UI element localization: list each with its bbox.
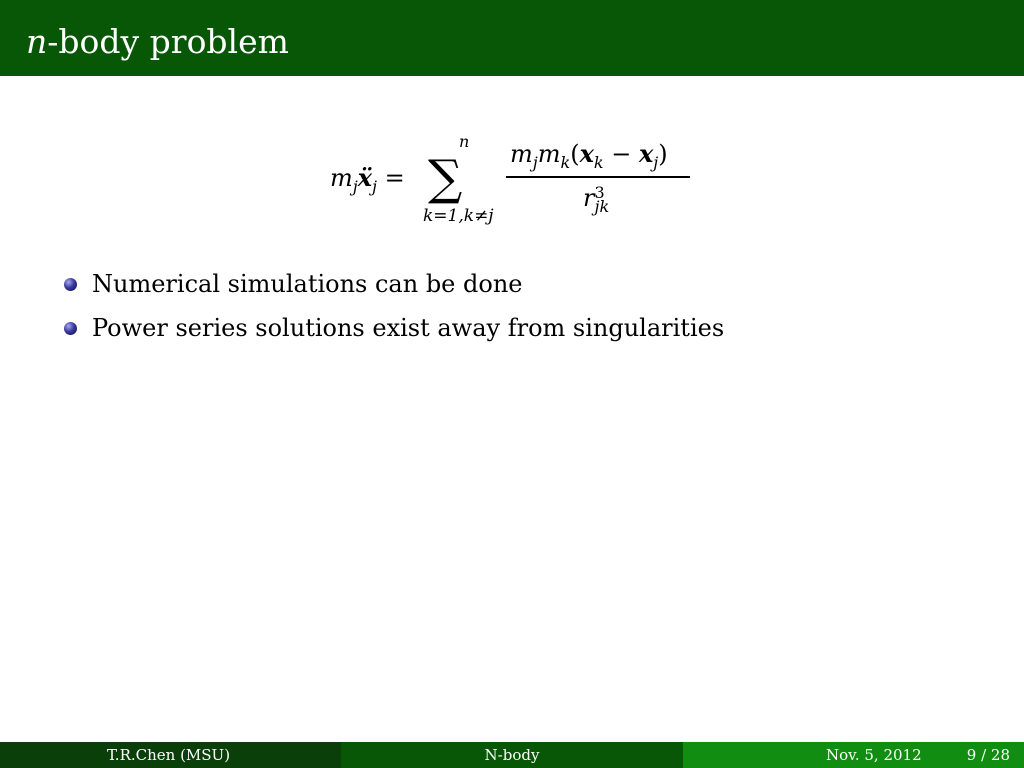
footer-author: T.R.Chen (MSU) bbox=[107, 746, 231, 764]
sum-lower-limit: k=1,k≠j bbox=[423, 206, 494, 226]
title-bar bbox=[0, 0, 1024, 76]
n-body-equation bbox=[300, 120, 720, 250]
footer-date-section bbox=[683, 742, 1024, 768]
fraction-numerator: $m_jm_k(x_k - x_j)$ bbox=[510, 139, 668, 172]
list-item: Numerical simulations can be done bbox=[64, 262, 724, 306]
footer-author-section bbox=[0, 742, 341, 768]
fraction-bar bbox=[506, 176, 690, 178]
list-item: Power series solutions exist away from singularities bbox=[64, 306, 724, 350]
bullet-ball-icon bbox=[64, 278, 77, 291]
bullet-ball-icon bbox=[64, 322, 77, 335]
footer bbox=[0, 742, 1024, 768]
equals-sign: = bbox=[384, 164, 405, 192]
slide-title bbox=[26, 20, 289, 64]
page-number: 9 / 28 bbox=[966, 746, 1010, 764]
sum-upper-limit: n bbox=[459, 132, 470, 151]
footer-topic-section bbox=[341, 742, 683, 768]
footer-date: Nov. 5, 2012 bbox=[826, 746, 922, 764]
bullet-list bbox=[64, 262, 724, 350]
fraction-denominator: r 3 jk bbox=[583, 183, 610, 216]
sum-symbol: ∑ bbox=[428, 150, 463, 206]
equation-lhs: $m_jẍ_j$ = bbox=[330, 163, 405, 196]
title-text: -body problem bbox=[47, 22, 289, 61]
title-variable: n bbox=[26, 22, 48, 61]
footer-topic: N-body bbox=[484, 746, 540, 764]
